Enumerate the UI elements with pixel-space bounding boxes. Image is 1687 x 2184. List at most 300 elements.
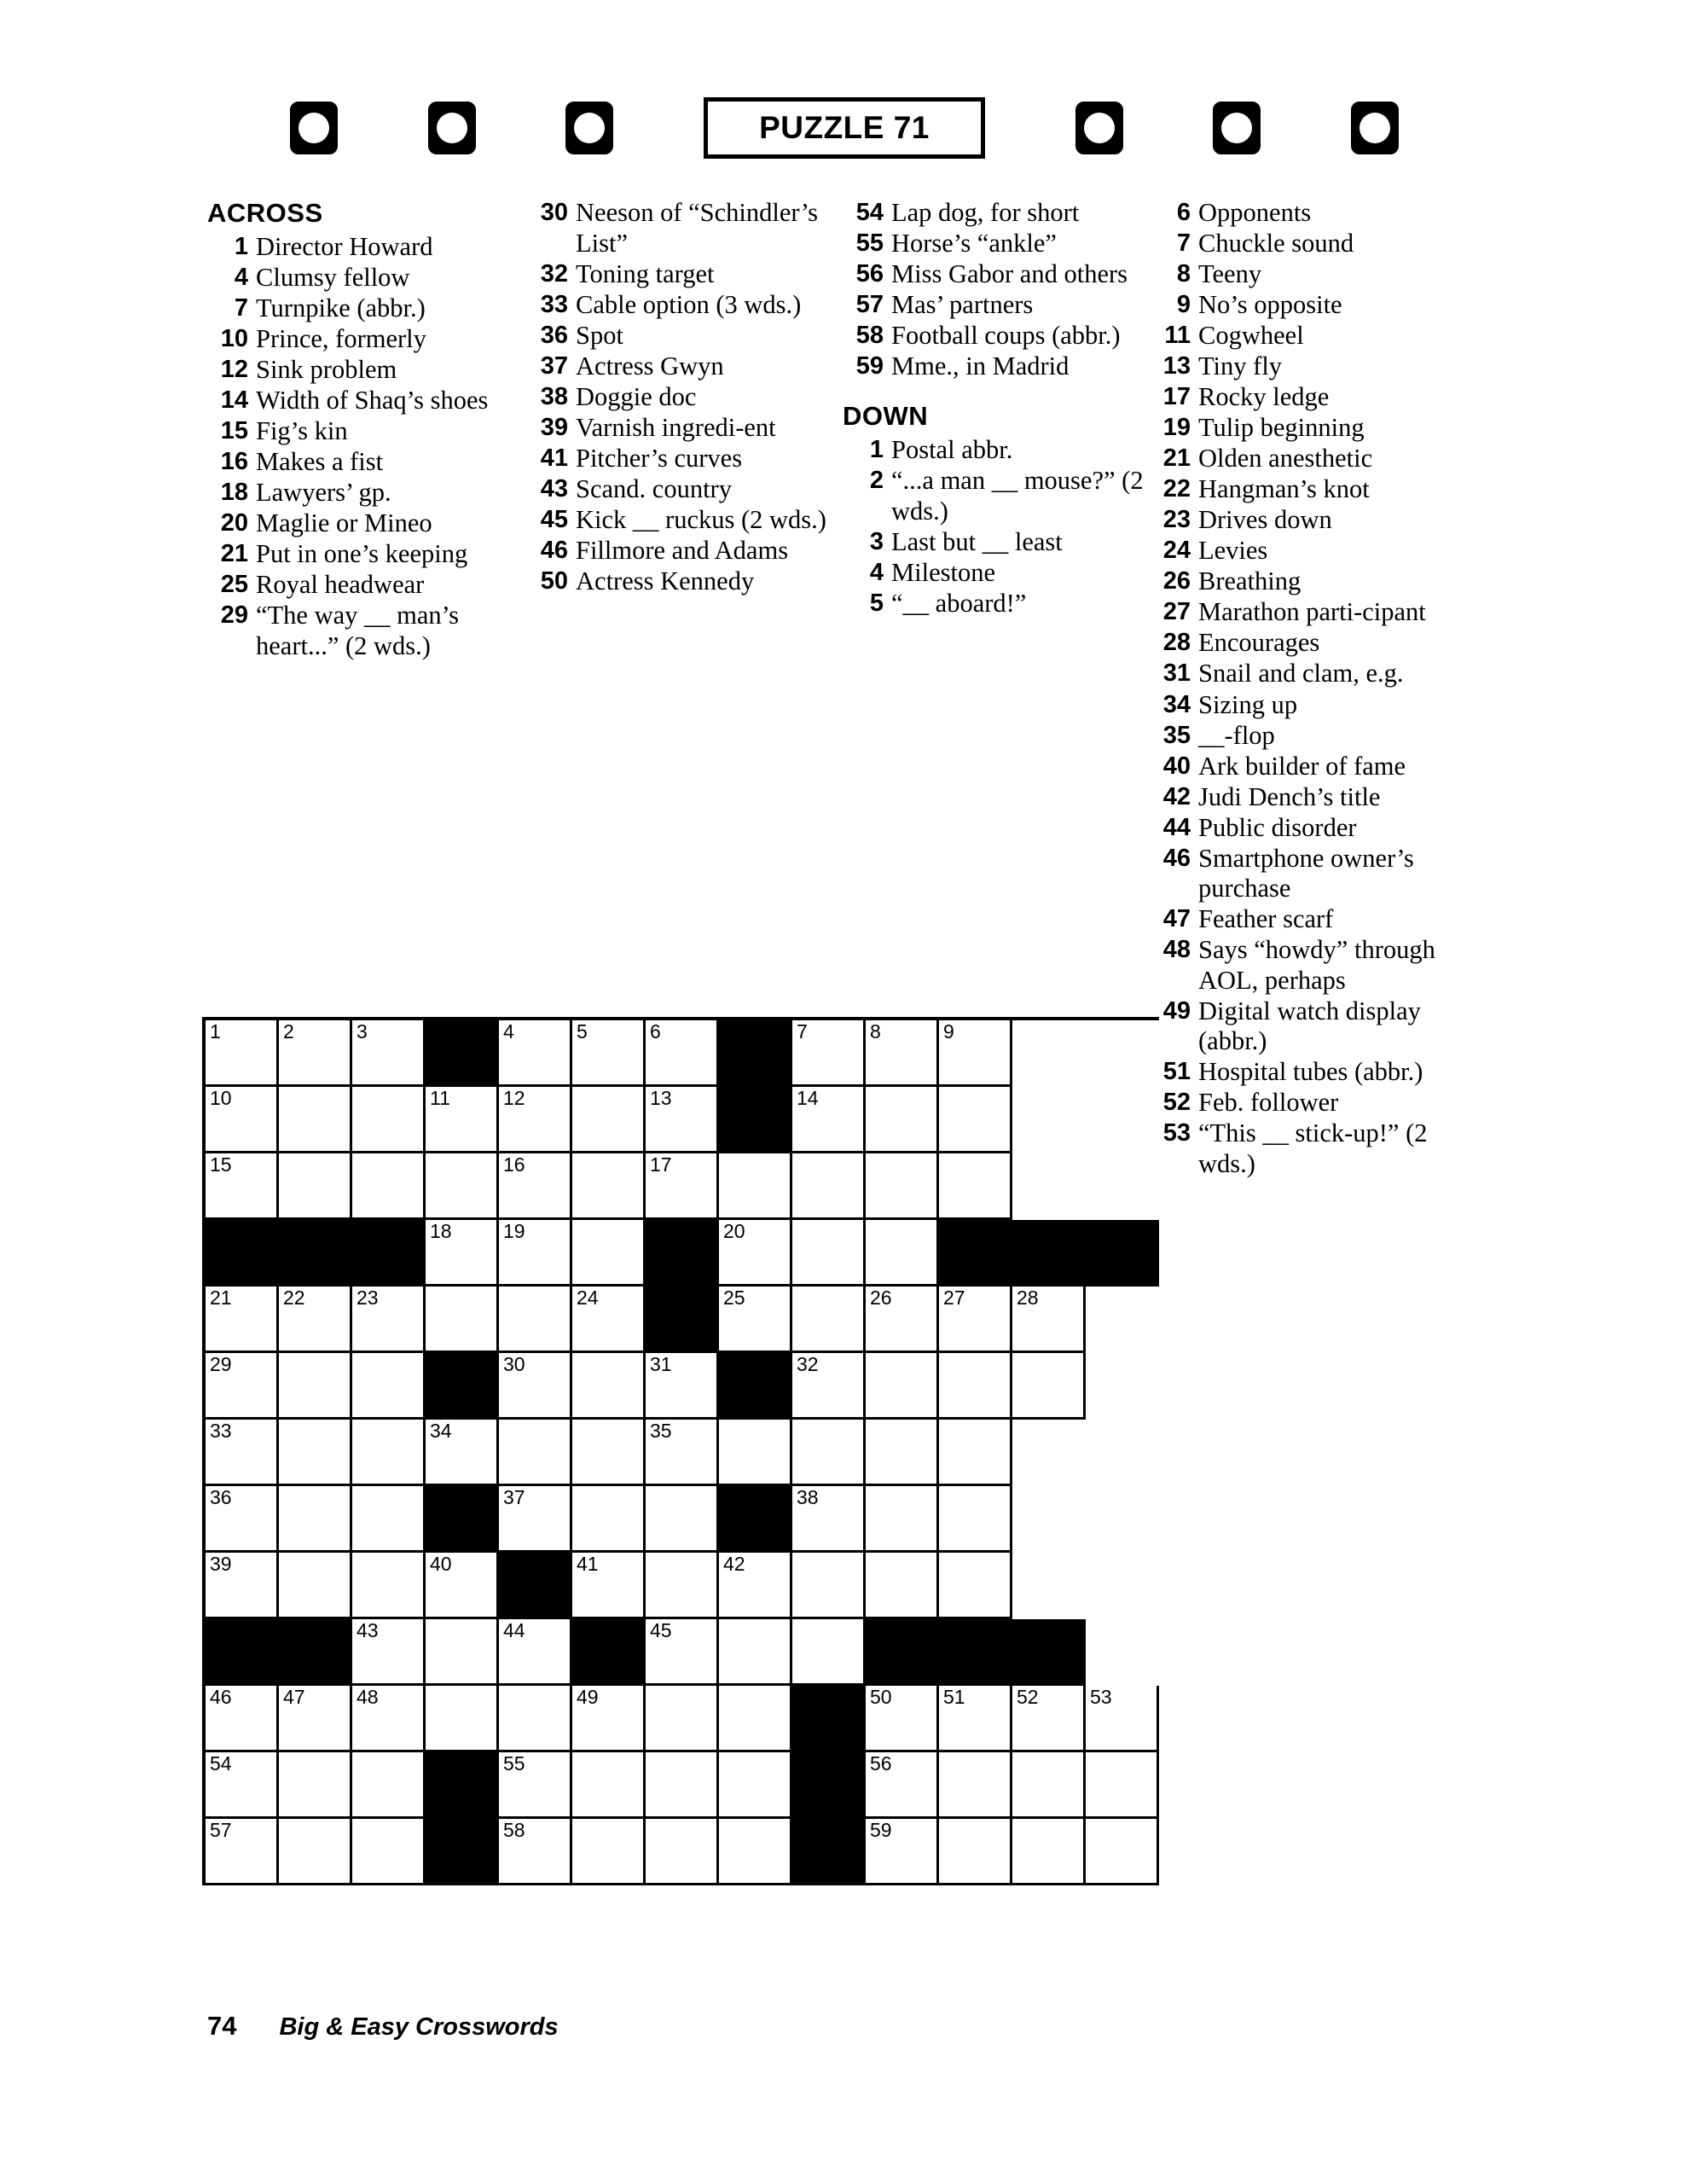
grid-cell[interactable] bbox=[939, 1553, 1012, 1619]
clue-across-41 bbox=[527, 444, 843, 474]
grid-cell[interactable] bbox=[499, 1486, 572, 1553]
grid-cell[interactable] bbox=[646, 1420, 719, 1486]
clue-across-43 bbox=[527, 474, 843, 505]
grid-cell-blocked bbox=[426, 1353, 499, 1420]
grid-cell-blocked bbox=[426, 1752, 499, 1819]
clue-across-7 bbox=[207, 293, 523, 324]
clue-number: 39 bbox=[540, 413, 568, 441]
grid-cell[interactable] bbox=[499, 1153, 572, 1220]
grid-cell-number: 18 bbox=[430, 1220, 452, 1242]
clue-number: 38 bbox=[540, 382, 568, 410]
clue-across-12 bbox=[207, 355, 523, 386]
clue-down-51 bbox=[1150, 1057, 1482, 1088]
clue-down-19 bbox=[1150, 413, 1482, 444]
grid-cell[interactable] bbox=[206, 1087, 279, 1153]
grid-cell[interactable] bbox=[939, 1486, 1012, 1553]
grid-cell[interactable] bbox=[352, 1087, 426, 1153]
grid-cell[interactable] bbox=[426, 1553, 499, 1619]
clue-number: 51 bbox=[1162, 1058, 1191, 1086]
grid-cell-blocked bbox=[719, 1353, 792, 1420]
grid-cell[interactable] bbox=[352, 1353, 426, 1420]
grid-cell[interactable] bbox=[792, 1353, 866, 1420]
grid-cell[interactable] bbox=[646, 1087, 719, 1153]
grid-cell[interactable] bbox=[572, 1287, 646, 1353]
grid-cell[interactable] bbox=[572, 1486, 646, 1553]
grid-cell[interactable] bbox=[279, 1819, 352, 1885]
clue-number: 59 bbox=[855, 352, 884, 380]
clue-across-4 bbox=[207, 263, 523, 293]
clue-across-20 bbox=[207, 508, 523, 539]
grid-cell[interactable] bbox=[426, 1220, 499, 1287]
clue-text: Public disorder bbox=[1198, 812, 1357, 842]
clue-text: Feather scarf bbox=[1198, 904, 1334, 934]
grid-cell[interactable] bbox=[426, 1420, 499, 1486]
binder-hole-icon bbox=[290, 102, 338, 154]
clue-number: 47 bbox=[1162, 905, 1191, 933]
grid-cell[interactable] bbox=[499, 1686, 572, 1752]
grid-cell[interactable] bbox=[279, 1686, 352, 1752]
grid-cell[interactable] bbox=[426, 1619, 499, 1686]
grid-cell-blocked bbox=[426, 1020, 499, 1087]
clue-across-32 bbox=[527, 259, 843, 290]
grid-cell[interactable] bbox=[866, 1220, 939, 1287]
grid-cell[interactable] bbox=[352, 1819, 426, 1885]
grid-cell[interactable] bbox=[719, 1752, 792, 1819]
grid-cell[interactable] bbox=[572, 1020, 646, 1087]
clue-number: 55 bbox=[855, 229, 884, 258]
grid-cell[interactable] bbox=[646, 1619, 719, 1686]
clue-across-57 bbox=[843, 290, 1150, 321]
grid-cell-number: 41 bbox=[577, 1553, 599, 1575]
clue-down-4 bbox=[843, 558, 1150, 589]
clue-text: Opponents bbox=[1198, 198, 1312, 227]
clue-text: Cable option (3 wds.) bbox=[576, 289, 802, 319]
clue-across-55 bbox=[843, 229, 1150, 259]
grid-row bbox=[206, 1686, 1159, 1752]
clue-across-46 bbox=[527, 536, 843, 566]
grid-cell[interactable] bbox=[646, 1153, 719, 1220]
grid-cell[interactable] bbox=[279, 1087, 352, 1153]
clue-text: No’s opposite bbox=[1198, 290, 1342, 320]
grid-cell[interactable] bbox=[866, 1752, 939, 1819]
clue-across-54 bbox=[843, 198, 1150, 229]
grid-cell[interactable] bbox=[206, 1353, 279, 1420]
grid-cell[interactable] bbox=[352, 1752, 426, 1819]
clue-across-25 bbox=[207, 570, 523, 601]
grid-cell-number: 54 bbox=[210, 1752, 232, 1774]
grid-cell[interactable] bbox=[1086, 1752, 1159, 1819]
grid-cell-number: 45 bbox=[650, 1619, 672, 1641]
clue-text: Lap dog, for short bbox=[891, 198, 1080, 227]
grid-cell[interactable] bbox=[499, 1420, 572, 1486]
clue-number: 31 bbox=[1162, 659, 1191, 688]
clue-text: “This __ stick-up!” (2 wds.) bbox=[1198, 1118, 1428, 1178]
grid-row bbox=[206, 1619, 1159, 1686]
grid-cell[interactable] bbox=[572, 1752, 646, 1819]
grid-cell[interactable] bbox=[352, 1553, 426, 1619]
grid-cell-number: 35 bbox=[650, 1420, 672, 1442]
grid-cell[interactable] bbox=[279, 1752, 352, 1819]
grid-cell[interactable] bbox=[426, 1153, 499, 1220]
grid-cell[interactable] bbox=[572, 1153, 646, 1220]
clue-across-1 bbox=[207, 232, 523, 263]
grid-cell[interactable] bbox=[206, 1287, 279, 1353]
grid-cell-number: 52 bbox=[1017, 1686, 1039, 1708]
grid-cell[interactable] bbox=[279, 1287, 352, 1353]
page-number: 74 bbox=[207, 2011, 237, 2041]
grid-cell[interactable] bbox=[646, 1020, 719, 1087]
grid-cell[interactable] bbox=[572, 1819, 646, 1885]
grid-cell[interactable] bbox=[939, 1087, 1012, 1153]
grid-cell[interactable] bbox=[939, 1686, 1012, 1752]
grid-cell[interactable] bbox=[719, 1553, 792, 1619]
grid-cell[interactable] bbox=[866, 1287, 939, 1353]
grid-cell-number: 7 bbox=[797, 1020, 808, 1043]
grid-cell[interactable] bbox=[646, 1553, 719, 1619]
grid-cell[interactable] bbox=[426, 1686, 499, 1752]
grid-row bbox=[206, 1486, 1159, 1553]
puzzle-title: PUZZLE 71 bbox=[704, 97, 985, 159]
grid-cell-number: 25 bbox=[723, 1287, 745, 1309]
clue-across-56 bbox=[843, 259, 1150, 290]
grid-cell-blocked bbox=[1012, 1220, 1086, 1287]
grid-cell[interactable] bbox=[279, 1553, 352, 1619]
grid-row bbox=[206, 1420, 1159, 1486]
grid-cell[interactable] bbox=[206, 1553, 279, 1619]
clue-number: 7 bbox=[1176, 229, 1191, 258]
grid-cell[interactable] bbox=[279, 1153, 352, 1220]
grid-cell[interactable] bbox=[499, 1287, 572, 1353]
clue-number: 45 bbox=[540, 505, 568, 533]
grid-cell[interactable] bbox=[646, 1686, 719, 1752]
clue-number: 34 bbox=[1162, 690, 1191, 718]
grid-cell[interactable] bbox=[352, 1619, 426, 1686]
clue-down-5 bbox=[843, 589, 1150, 619]
clue-across-18 bbox=[207, 478, 523, 508]
page-header bbox=[290, 94, 1399, 162]
grid-cell[interactable] bbox=[866, 1153, 939, 1220]
clue-down-52 bbox=[1150, 1088, 1482, 1118]
clue-text: Makes a fist bbox=[256, 447, 384, 477]
grid-cell[interactable] bbox=[866, 1553, 939, 1619]
grid-cell[interactable] bbox=[939, 1353, 1012, 1420]
clue-text: “__ aboard!” bbox=[891, 588, 1027, 618]
grid-cell-number: 36 bbox=[210, 1486, 232, 1508]
grid-cell[interactable] bbox=[792, 1153, 866, 1220]
grid-cell[interactable] bbox=[572, 1220, 646, 1287]
grid-cell[interactable] bbox=[206, 1153, 279, 1220]
grid-cell[interactable] bbox=[866, 1353, 939, 1420]
clue-number: 10 bbox=[220, 325, 248, 353]
clue-column-4 bbox=[1150, 198, 1482, 1180]
clue-text: Snail and clam, e.g. bbox=[1198, 659, 1404, 688]
grid-cell[interactable] bbox=[499, 1752, 572, 1819]
grid-cell[interactable] bbox=[719, 1420, 792, 1486]
binder-hole-icon bbox=[1351, 102, 1399, 154]
grid-cell[interactable] bbox=[1012, 1287, 1086, 1353]
grid-cell[interactable] bbox=[1086, 1686, 1159, 1752]
clue-across-29 bbox=[207, 601, 523, 661]
clue-text: Doggie doc bbox=[576, 381, 697, 411]
clue-text: Spot bbox=[576, 320, 623, 350]
grid-cell[interactable] bbox=[352, 1287, 426, 1353]
grid-cell[interactable] bbox=[572, 1420, 646, 1486]
clue-text: Actress Gwyn bbox=[576, 351, 724, 380]
grid-cell-number: 43 bbox=[357, 1619, 379, 1641]
clue-down-2 bbox=[843, 466, 1150, 526]
grid-cell-number: 47 bbox=[283, 1686, 305, 1708]
grid-cell[interactable] bbox=[866, 1819, 939, 1885]
grid-cell[interactable] bbox=[499, 1020, 572, 1087]
grid-cell[interactable] bbox=[499, 1819, 572, 1885]
grid-cell[interactable] bbox=[939, 1819, 1012, 1885]
clue-text: Turnpike (abbr.) bbox=[256, 293, 426, 323]
grid-cell-number: 37 bbox=[503, 1486, 525, 1508]
clue-down-46 bbox=[1150, 844, 1482, 904]
grid-cell[interactable] bbox=[206, 1020, 279, 1087]
clue-text: Hangman’s knot bbox=[1198, 474, 1370, 504]
grid-cell-number: 53 bbox=[1090, 1686, 1112, 1708]
clue-number: 48 bbox=[1162, 936, 1191, 964]
clue-number: 54 bbox=[855, 199, 884, 226]
clue-down-49 bbox=[1150, 996, 1482, 1057]
grid-cell-blocked bbox=[426, 1819, 499, 1885]
grid-cell[interactable] bbox=[719, 1220, 792, 1287]
grid-cell[interactable] bbox=[719, 1153, 792, 1220]
clue-down-48 bbox=[1150, 935, 1482, 996]
clue-across-33 bbox=[527, 290, 843, 321]
grid-cell[interactable] bbox=[939, 1153, 1012, 1220]
grid-cell[interactable] bbox=[499, 1220, 572, 1287]
grid-cell[interactable] bbox=[352, 1020, 426, 1087]
grid-cell-blocked bbox=[206, 1619, 279, 1686]
clue-across-36 bbox=[527, 321, 843, 351]
clue-number: 16 bbox=[220, 448, 248, 476]
grid-cell-number: 21 bbox=[210, 1287, 232, 1309]
grid-cell-number: 8 bbox=[870, 1020, 881, 1043]
grid-cell-blocked bbox=[939, 1619, 1012, 1686]
grid-cell[interactable] bbox=[352, 1420, 426, 1486]
clue-number: 32 bbox=[540, 259, 568, 288]
grid-cell[interactable] bbox=[719, 1287, 792, 1353]
clue-text: Hospital tubes (abbr.) bbox=[1198, 1057, 1423, 1087]
clue-text: Feb. follower bbox=[1198, 1088, 1339, 1118]
grid-cell-number: 39 bbox=[210, 1553, 232, 1575]
clue-across-14 bbox=[207, 386, 523, 416]
clue-down-21 bbox=[1150, 444, 1482, 474]
grid-cell[interactable] bbox=[1086, 1819, 1159, 1885]
grid-cell[interactable] bbox=[939, 1020, 1012, 1087]
clue-number: 46 bbox=[1162, 844, 1191, 872]
grid-cell[interactable] bbox=[792, 1553, 866, 1619]
grid-cell[interactable] bbox=[279, 1020, 352, 1087]
clue-down-26 bbox=[1150, 566, 1482, 597]
grid-cell[interactable] bbox=[206, 1420, 279, 1486]
grid-cell[interactable] bbox=[866, 1486, 939, 1553]
clue-text: Chuckle sound bbox=[1198, 229, 1354, 258]
grid-cell[interactable] bbox=[426, 1287, 499, 1353]
grid-cell[interactable] bbox=[279, 1353, 352, 1420]
grid-cell-number: 26 bbox=[870, 1287, 892, 1309]
grid-cell[interactable] bbox=[279, 1486, 352, 1553]
clue-text: Toning target bbox=[576, 258, 715, 288]
clue-text: Cogwheel bbox=[1198, 321, 1304, 351]
grid-row bbox=[206, 1819, 1159, 1885]
grid-cell-blocked bbox=[719, 1087, 792, 1153]
grid-cell[interactable] bbox=[352, 1153, 426, 1220]
grid-cell[interactable] bbox=[792, 1619, 866, 1686]
grid-cell-number: 1 bbox=[210, 1020, 221, 1043]
grid-cell[interactable] bbox=[499, 1353, 572, 1420]
clue-down-34 bbox=[1150, 690, 1482, 721]
grid-cell[interactable] bbox=[572, 1686, 646, 1752]
clue-number: 7 bbox=[234, 294, 248, 322]
clue-down-44 bbox=[1150, 813, 1482, 844]
clue-text: Neeson of “Schindler’s List” bbox=[576, 198, 819, 258]
grid-cell[interactable] bbox=[206, 1819, 279, 1885]
clue-number: 5 bbox=[869, 589, 884, 617]
grid-cell[interactable] bbox=[866, 1020, 939, 1087]
clue-text: Marathon parti-cipant bbox=[1198, 597, 1426, 627]
clue-text: Breathing bbox=[1198, 566, 1301, 596]
grid-cell[interactable] bbox=[1012, 1752, 1086, 1819]
clue-down-6 bbox=[1150, 198, 1482, 229]
clue-number: 26 bbox=[1162, 567, 1191, 595]
grid-cell-number: 50 bbox=[870, 1686, 892, 1708]
grid-cell-blocked bbox=[279, 1220, 352, 1287]
grid-cell[interactable] bbox=[352, 1686, 426, 1752]
grid-cell[interactable] bbox=[499, 1619, 572, 1686]
clue-column-2 bbox=[527, 198, 843, 597]
clue-number: 46 bbox=[540, 536, 568, 564]
clue-text: Prince, formerly bbox=[256, 324, 426, 354]
grid-cell-blocked bbox=[646, 1220, 719, 1287]
grid-cell-blocked bbox=[646, 1287, 719, 1353]
clue-across-30 bbox=[527, 198, 843, 258]
clue-text: Scand. country bbox=[576, 473, 732, 503]
clue-number: 53 bbox=[1162, 1119, 1191, 1147]
grid-row bbox=[206, 1153, 1159, 1220]
grid-cell-number: 46 bbox=[210, 1686, 232, 1708]
grid-cell-number: 24 bbox=[577, 1287, 599, 1309]
grid-cell-number: 40 bbox=[430, 1553, 452, 1575]
grid-cell[interactable] bbox=[646, 1819, 719, 1885]
crossword-grid[interactable] bbox=[202, 1017, 1159, 1885]
grid-cell[interactable] bbox=[206, 1752, 279, 1819]
clue-across-39 bbox=[527, 413, 843, 444]
grid-cell[interactable] bbox=[939, 1420, 1012, 1486]
grid-cell[interactable] bbox=[792, 1087, 866, 1153]
grid-cell[interactable] bbox=[719, 1619, 792, 1686]
grid-cell[interactable] bbox=[792, 1287, 866, 1353]
grid-cell[interactable] bbox=[939, 1752, 1012, 1819]
grid-cell[interactable] bbox=[646, 1752, 719, 1819]
grid-cell[interactable] bbox=[719, 1819, 792, 1885]
clue-across-58 bbox=[843, 321, 1150, 351]
clue-number: 41 bbox=[540, 444, 568, 472]
grid-cell-blocked bbox=[1012, 1619, 1086, 1686]
grid-cell[interactable] bbox=[1012, 1353, 1086, 1420]
grid-cell[interactable] bbox=[1012, 1686, 1086, 1752]
grid-cell[interactable] bbox=[206, 1486, 279, 1553]
clue-text: Football coups (abbr.) bbox=[891, 321, 1121, 351]
clue-text: Director Howard bbox=[256, 232, 433, 262]
clue-down-1 bbox=[843, 435, 1150, 466]
clue-number: 24 bbox=[1162, 537, 1191, 565]
grid-cell[interactable] bbox=[646, 1486, 719, 1553]
binder-hole-icon bbox=[1075, 102, 1123, 154]
grid-row bbox=[206, 1087, 1159, 1153]
clue-down-28 bbox=[1150, 628, 1482, 659]
grid-cell-blocked bbox=[792, 1686, 866, 1752]
grid-cell-blocked bbox=[499, 1553, 572, 1619]
across-heading: ACROSS bbox=[207, 198, 323, 228]
clue-text: Pitcher’s curves bbox=[576, 443, 743, 473]
grid-cell[interactable] bbox=[792, 1020, 866, 1087]
clue-number: 57 bbox=[855, 291, 884, 319]
grid-cell-number: 3 bbox=[357, 1020, 368, 1043]
clue-across-59 bbox=[843, 351, 1150, 382]
clue-number: 20 bbox=[220, 509, 248, 537]
clue-text: Says “howdy” through AOL, perhaps bbox=[1198, 935, 1435, 995]
grid-cell[interactable] bbox=[792, 1220, 866, 1287]
grid-row bbox=[206, 1020, 1159, 1087]
clue-number: 9 bbox=[1176, 291, 1191, 319]
grid-row bbox=[206, 1553, 1159, 1619]
clue-text: Tiny fly bbox=[1198, 351, 1283, 381]
grid-cell[interactable] bbox=[792, 1486, 866, 1553]
grid-cell-number: 4 bbox=[503, 1020, 514, 1043]
grid-cell[interactable] bbox=[206, 1686, 279, 1752]
clue-number: 58 bbox=[855, 322, 884, 350]
clue-number: 40 bbox=[1162, 752, 1191, 780]
grid-cell[interactable] bbox=[719, 1686, 792, 1752]
grid-cell-number: 10 bbox=[210, 1087, 232, 1109]
grid-cell[interactable] bbox=[499, 1087, 572, 1153]
grid-cell-number: 31 bbox=[650, 1353, 672, 1375]
grid-cell[interactable] bbox=[572, 1087, 646, 1153]
clue-number: 44 bbox=[1162, 813, 1191, 841]
grid-cell[interactable] bbox=[279, 1420, 352, 1486]
grid-cell[interactable] bbox=[866, 1420, 939, 1486]
clue-down-7 bbox=[1150, 229, 1482, 259]
clue-text: Encourages bbox=[1198, 628, 1320, 658]
grid-cell[interactable] bbox=[866, 1686, 939, 1752]
grid-cell[interactable] bbox=[1012, 1819, 1086, 1885]
clue-number: 56 bbox=[855, 260, 884, 288]
grid-cell[interactable] bbox=[939, 1287, 1012, 1353]
clue-number: 36 bbox=[540, 321, 568, 349]
grid-cell-blocked bbox=[719, 1020, 792, 1087]
grid-cell[interactable] bbox=[572, 1353, 646, 1420]
grid-cell[interactable] bbox=[572, 1553, 646, 1619]
grid-cell[interactable] bbox=[866, 1087, 939, 1153]
clue-column-3 bbox=[843, 198, 1150, 619]
grid-cell[interactable] bbox=[426, 1087, 499, 1153]
grid-cell[interactable] bbox=[352, 1486, 426, 1553]
clue-text: Actress Kennedy bbox=[576, 566, 755, 595]
clue-text: Sizing up bbox=[1198, 689, 1298, 719]
clue-number: 19 bbox=[1162, 414, 1191, 442]
grid-cell[interactable] bbox=[792, 1420, 866, 1486]
clue-text: Put in one’s keeping bbox=[256, 539, 468, 569]
clue-text: Maglie or Mineo bbox=[256, 508, 432, 538]
clue-down-23 bbox=[1150, 505, 1482, 536]
grid-cell-number: 19 bbox=[503, 1220, 525, 1242]
grid-cell[interactable] bbox=[646, 1353, 719, 1420]
grid-cell-blocked bbox=[792, 1819, 866, 1885]
clue-down-27 bbox=[1150, 597, 1482, 628]
